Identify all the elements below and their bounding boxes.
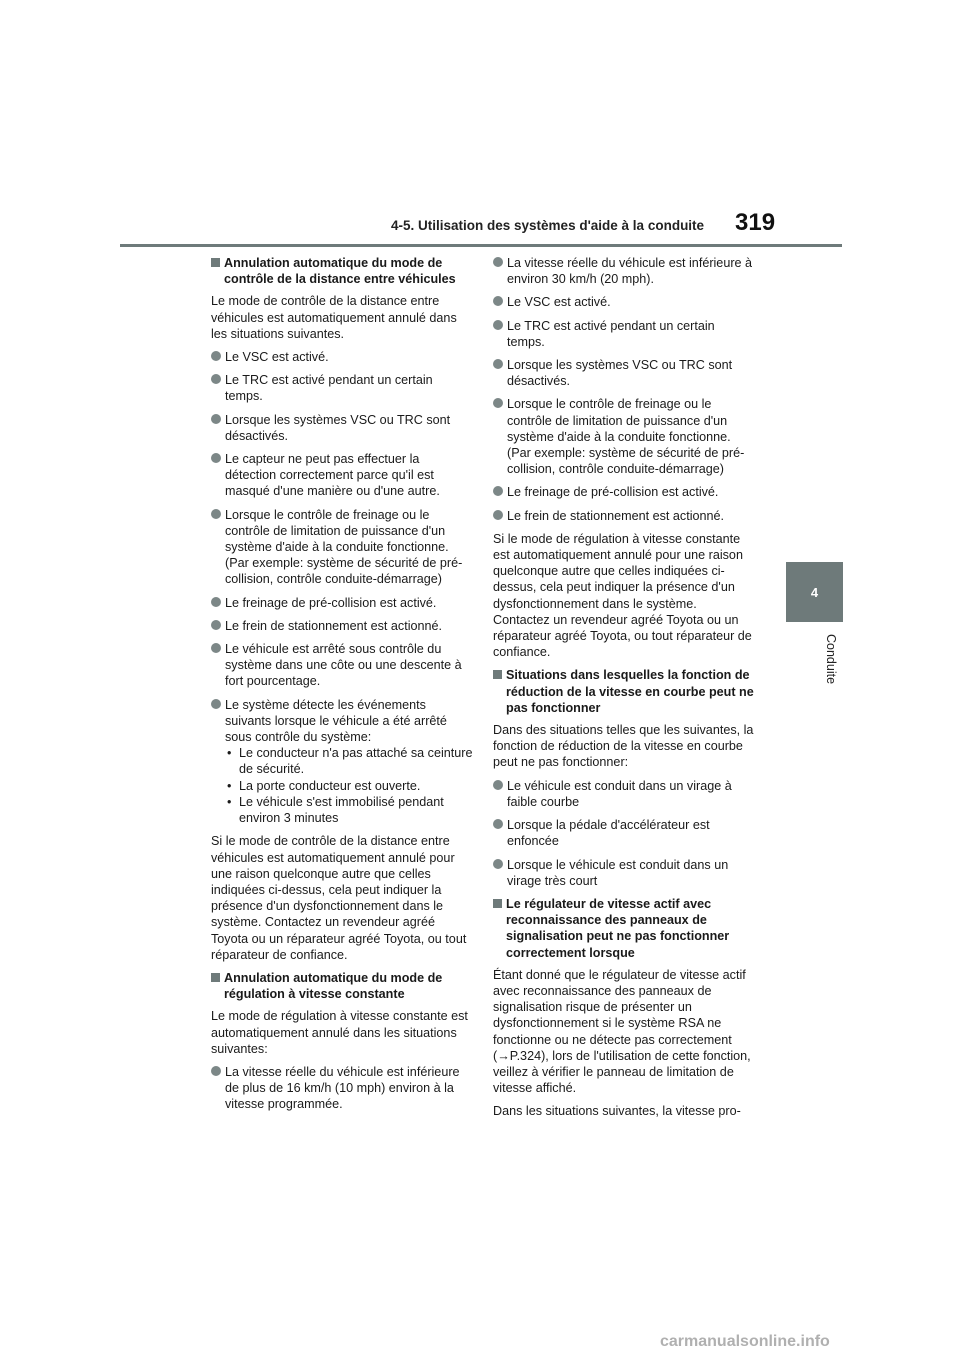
bullet-item: [211, 412, 473, 444]
bullet-item: [211, 595, 473, 611]
bullet-item: [493, 357, 755, 389]
bullet-dot-icon: [493, 486, 503, 496]
sub-list: [225, 745, 473, 826]
page-number: 319: [735, 209, 776, 236]
paragraph: Si le mode de régulation à vitesse constante est automatiquement annulé pour une raison quelconque autre que celles indiquées ci-dessus, cela peut indiquer la présence d'un dysfonctionnement dans le système. Contactez un revendeur agréé Toyota ou un réparateur agréé Toyota, ou tout réparateur de confiance.: [493, 531, 752, 660]
chapter-label: Conduite: [824, 634, 838, 685]
bullet-text: Le TRC est activé pendant un certain temps.: [507, 318, 715, 349]
bullet-text: Le freinage de pré-collision est activé.: [225, 595, 437, 610]
section-heading: [211, 970, 473, 1002]
bullet-item: [493, 857, 755, 889]
bullet-text: Lorsque le véhicule est conduit dans un virage très court: [507, 857, 729, 888]
bullet-dot-icon: [211, 509, 221, 519]
section-heading: [493, 896, 755, 961]
bullet-item: [493, 778, 755, 810]
bullet-text: Lorsque le contrôle de freinage ou le contrôle de limitation de puissance d'un système d'aide à la conduite fonctionne. (Par exemple: système de sécurité de pré-collision, contrôle conduite-démarrage): [225, 507, 463, 587]
section-title: 4-5. Utilisation des systèmes d'aide à la conduite: [391, 218, 705, 233]
bullet-text: Le capteur ne peut pas effectuer la détection correctement parce qu'il est masqué d'une manière ou d'une autre.: [225, 452, 440, 499]
section-heading: [211, 255, 473, 287]
sub-text: Le conducteur n'a pas attaché sa ceinture de sécurité.: [239, 746, 473, 777]
bullet-dot-icon: [493, 320, 503, 330]
bullet-dot-icon: [493, 819, 503, 829]
bullet-dot-icon: [493, 859, 503, 869]
chapter-number: 4: [810, 584, 819, 600]
square-bullet-icon: [493, 899, 502, 908]
bullet-dot-icon: [211, 620, 221, 630]
bullet-text: Le freinage de pré-collision est activé.: [507, 485, 719, 500]
bullet-text: Le TRC est activé pendant un certain temps.: [225, 373, 433, 404]
sub-item: [225, 745, 473, 777]
bullet-dot-icon: [493, 780, 503, 790]
sub-bullet-icon: •: [227, 778, 232, 793]
bullet-item: [493, 508, 755, 524]
paragraph: Le mode de régulation à vitesse constante est automatiquement annulé dans les situations suivantes:: [211, 1009, 468, 1056]
section-heading: [493, 667, 755, 716]
paragraph: Le mode de contrôle de la distance entre véhicules est automatiquement annulé dans les situations suivantes.: [211, 294, 457, 341]
bullet-item: [493, 294, 755, 310]
bullet-item: [211, 641, 473, 690]
bullet-item: [211, 1064, 473, 1113]
bullet-item: [211, 349, 473, 365]
bullet-item: [493, 484, 755, 500]
bullet-item: [211, 451, 473, 500]
bullet-dot-icon: [493, 257, 503, 267]
bullet-text: La vitesse réelle du véhicule est inférieure de plus de 16 km/h (10 mph) environ à la vitesse programmée.: [225, 1064, 460, 1112]
square-bullet-icon: [493, 670, 502, 679]
paragraph: Dans des situations telles que les suivantes, la fonction de réduction de la vitesse en courbe peut ne pas fonctionner:: [493, 723, 754, 770]
bullet-text: La vitesse réelle du véhicule est inférieure à environ 30 km/h (20 mph).: [507, 256, 753, 287]
bullet-text: Lorsque la pédale d'accélérateur est enfoncée: [507, 818, 710, 849]
bullet-dot-icon: [493, 398, 503, 408]
paragraph: Si le mode de contrôle de la distance entre véhicules est automatiquement annulé pour une raison quelconque autre que celles indiquées ci-dessus, cela peut indiquer la présence d'un dysfonctionnement dans le système. Contactez un revendeur agréé Toyota ou un réparateur agréé Toyota, ou tout réparateur de confiance.: [211, 834, 467, 962]
bullet-dot-icon: [493, 359, 503, 369]
sub-text: La porte conducteur est ouverte.: [239, 778, 421, 793]
bullet-dot-icon: [211, 414, 221, 424]
sub-item: [225, 778, 473, 794]
paragraph: Étant donné que le régulateur de vitesse actif avec reconnaissance des panneaux de signalisation risque de présenter un dysfonctionnement si le système RSA ne fonctionne ou ne détecte pas correctement (→P.324), lors de l'utilisation de cette fonction, veillez à vérifier le panneau de limitation de vitesse affiché.: [493, 967, 751, 1096]
heading-text: Annulation automatique du mode de régulation à vitesse constante: [224, 970, 443, 1002]
square-bullet-icon: [211, 973, 220, 982]
bullet-item: [211, 507, 473, 588]
sub-text: Le véhicule s'est immobilisé pendant environ 3 minutes: [239, 794, 444, 826]
heading-text: Situations dans lesquelles la fonction de réduction de la vitesse en courbe peut ne pas fonctionner: [506, 668, 754, 715]
bullet-dot-icon: [211, 351, 221, 361]
heading-text: Le régulateur de vitesse actif avec reconnaissance des panneaux de signalisation peut ne pas fonctionner correctement lorsque: [506, 896, 730, 960]
bullet-text: Lorsque les systèmes VSC ou TRC sont désactivés.: [507, 358, 733, 389]
bullet-dot-icon: [211, 643, 221, 653]
bullet-text: Le système détecte les événements suivants lorsque le véhicule a été arrêté sous contrôle du système:: [225, 697, 447, 745]
sub-bullet-icon: •: [227, 794, 232, 809]
heading-text: Annulation automatique du mode de contrôle de la distance entre véhicules: [224, 256, 456, 287]
bullet-dot-icon: [211, 597, 221, 607]
chapter-tab[interactable]: [786, 562, 843, 622]
sub-item: [225, 794, 473, 826]
square-bullet-icon: [211, 258, 220, 267]
bullet-text: Le frein de stationnement est actionné.: [507, 508, 725, 523]
header-divider: [120, 244, 842, 247]
bullet-text: Le frein de stationnement est actionné.: [225, 618, 443, 633]
bullet-item: [493, 817, 755, 849]
bullet-dot-icon: [493, 510, 503, 520]
right-column: [493, 255, 755, 1127]
bullet-dot-icon: [211, 699, 221, 709]
watermark: carmanualsonline.info: [660, 1333, 830, 1350]
bullet-text: Lorsque les systèmes VSC ou TRC sont désactivés.: [225, 412, 451, 443]
bullet-dot-icon: [493, 296, 503, 306]
bullet-text: Le véhicule est conduit dans un virage à faible courbe: [507, 778, 732, 809]
bullet-text: Lorsque le contrôle de freinage ou le contrôle de limitation de puissance d'un système d'aide à la conduite fonctionne. (Par exemple: système de sécurité de pré-collision, contrôle conduite-démarrage): [507, 397, 745, 477]
bullet-text: Le véhicule est arrêté sous contrôle du système dans une côte ou une descente à fort pourcentage.: [225, 642, 462, 689]
paragraph: Dans les situations suivantes, la vitesse pro-: [493, 1104, 741, 1119]
bullet-item: [493, 396, 755, 477]
bullet-item: [211, 372, 473, 404]
bullet-item: [211, 697, 473, 827]
bullet-item: [493, 318, 755, 350]
bullet-dot-icon: [211, 453, 221, 463]
bullet-item: [211, 618, 473, 634]
bullet-dot-icon: [211, 374, 221, 384]
bullet-text: Le VSC est activé.: [225, 350, 329, 365]
bullet-text: Le VSC est activé.: [507, 295, 611, 310]
bullet-dot-icon: [211, 1066, 221, 1076]
sub-bullet-icon: •: [227, 746, 232, 761]
left-column: [211, 255, 473, 1120]
bullet-item: [493, 255, 755, 287]
